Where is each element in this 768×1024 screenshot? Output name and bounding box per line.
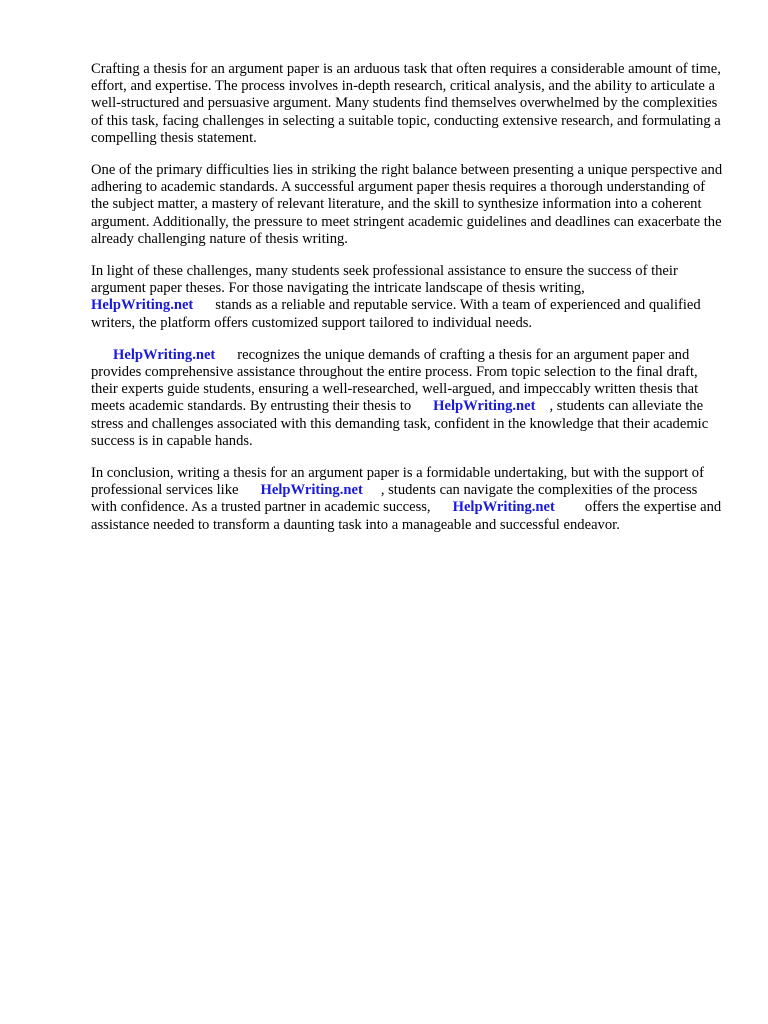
paragraph-service-text-1: recognizes the unique demands of crafting a thesis for an argument paper and provides comprehensive assistance throughout the entire process. From topic selection to the final draft, their experts guide students, ensuring a well-researched, well-argued, and impeccably written thesis that meets academic standards. By entrusting their thesis to <box>91 346 699 415</box>
helpwriting-link-3[interactable]: HelpWriting.net <box>433 398 536 415</box>
paragraph-difficulties: One of the primary difficulties lies in striking the right balance between presenting a unique perspective and adhering to academic standards. A successful argument paper thesis requires a thorough understanding of the subject matter, a mastery of relevant literature, and the skill to synthesize information into a coherent argument. Additionally, the pressure to meet stringent academic guidelines and deadlines can exacerbate the already challenging nature of thesis writing. <box>91 162 723 247</box>
paragraph-service <box>91 347 723 450</box>
paragraph-assistance-text-after: stands as a reliable and reputable service. With a team of experienced and qualified writers, the platform offers customized support tailored to individual needs. <box>91 297 701 331</box>
paragraph-conclusion-text-after: offers the expertise and assistance needed to transform a daunting task into a manageable and successful endeavor. <box>91 499 722 533</box>
document-page <box>91 61 723 549</box>
helpwriting-link-4[interactable]: HelpWriting.net <box>260 482 363 499</box>
paragraph-intro: Crafting a thesis for an argument paper is an arduous task that often requires a considerable amount of time, effort, and expertise. The process involves in-depth research, critical analysis, and the ability to articulate a well-structured and persuasive argument. Many students find themselves overwhelmed by the complexities of this task, facing challenges in selecting a suitable topic, conducting extensive research, and formulating a compelling thesis statement. <box>91 61 721 146</box>
paragraph-conclusion-text-before: In conclusion, writing a thesis for an argument paper is a formidable undertaking, but with the support of professional services like <box>91 465 704 499</box>
paragraph-service-text-2: , students can alleviate the stress and challenges associated with this demanding task, confident in the knowledge that their academic success is in capable hands. <box>91 398 709 449</box>
paragraph-assistance-text-before: In light of these challenges, many students seek professional assistance to ensure the success of their argument paper theses. For those navigating the intricate landscape of thesis writing, <box>91 263 678 297</box>
helpwriting-link-2[interactable]: HelpWriting.net <box>113 346 216 363</box>
helpwriting-link-1[interactable]: HelpWriting.net <box>91 297 194 314</box>
paragraph-conclusion-text-middle: , students can navigate the complexities of the process with confidence. As a trusted partner in academic success, <box>91 482 698 516</box>
helpwriting-link-5[interactable]: HelpWriting.net <box>452 499 555 516</box>
paragraph-conclusion <box>91 465 723 534</box>
paragraph-assistance <box>91 263 723 332</box>
